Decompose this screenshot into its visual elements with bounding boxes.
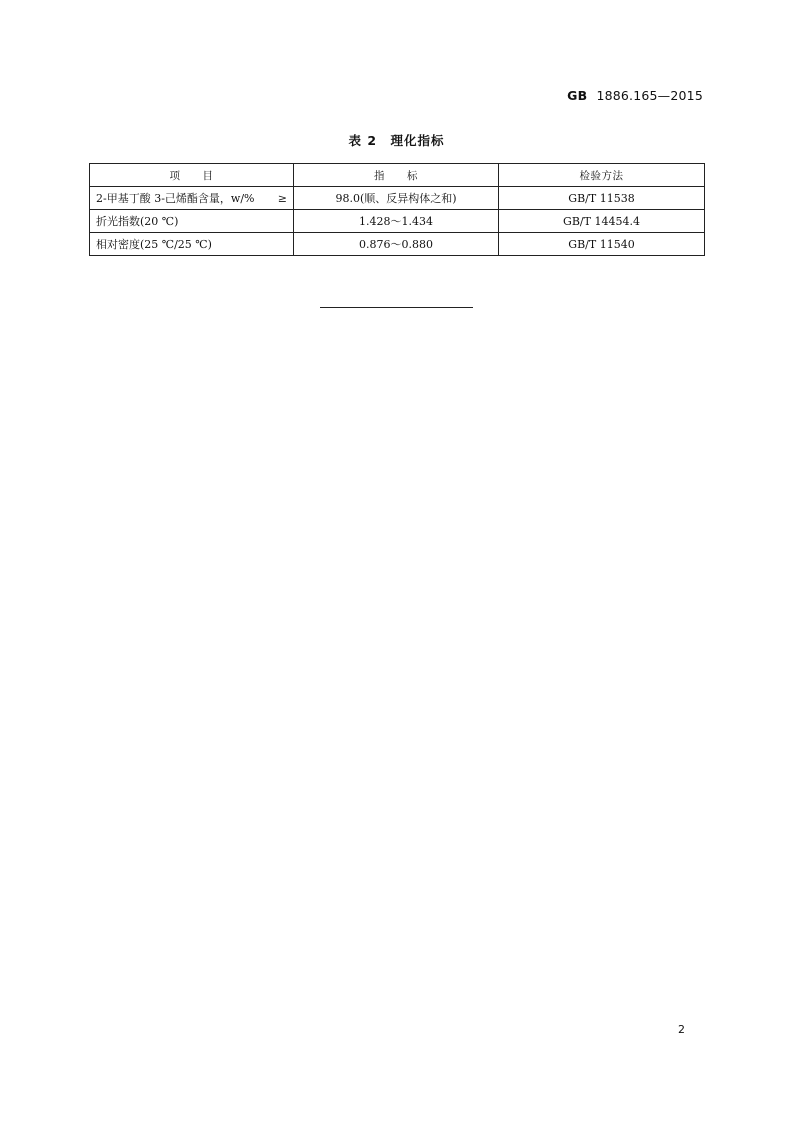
column-header-spec: 指 标 — [294, 164, 499, 187]
table-caption: 表 2 理化指标 — [348, 133, 445, 148]
physicochemical-spec-table — [89, 163, 705, 256]
item-cell — [90, 233, 294, 256]
item-cell — [90, 187, 294, 210]
column-header-method: 检验方法 — [499, 164, 705, 187]
table-header-row — [90, 164, 705, 187]
method-cell: GB/T 11540 — [499, 233, 705, 256]
item-label: 相对密度(25 ℃/25 ℃) — [96, 238, 212, 251]
table-row — [90, 187, 705, 210]
method-cell: GB/T 11538 — [499, 187, 705, 210]
table-row — [90, 233, 705, 256]
page-number: 2 — [678, 1023, 685, 1036]
qualifier-symbol: ≥ — [277, 191, 287, 205]
end-of-standard-rule — [320, 307, 473, 308]
spec-cell: 1.428～1.434 — [294, 210, 499, 233]
spec-cell: 98.0(顺、反异构体之和) — [294, 187, 499, 210]
standard-number: 1886.165—2015 — [596, 88, 703, 103]
column-header-item: 项 目 — [90, 164, 294, 187]
standard-prefix: GB — [567, 88, 588, 103]
standard-code — [567, 88, 703, 103]
item-label: 2-甲基丁酸 3-己烯酯含量，w/% — [96, 192, 255, 205]
item-cell — [90, 210, 294, 233]
item-label: 折光指数(20 ℃) — [96, 215, 179, 228]
table-row — [90, 210, 705, 233]
spec-cell: 0.876～0.880 — [294, 233, 499, 256]
method-cell: GB/T 14454.4 — [499, 210, 705, 233]
